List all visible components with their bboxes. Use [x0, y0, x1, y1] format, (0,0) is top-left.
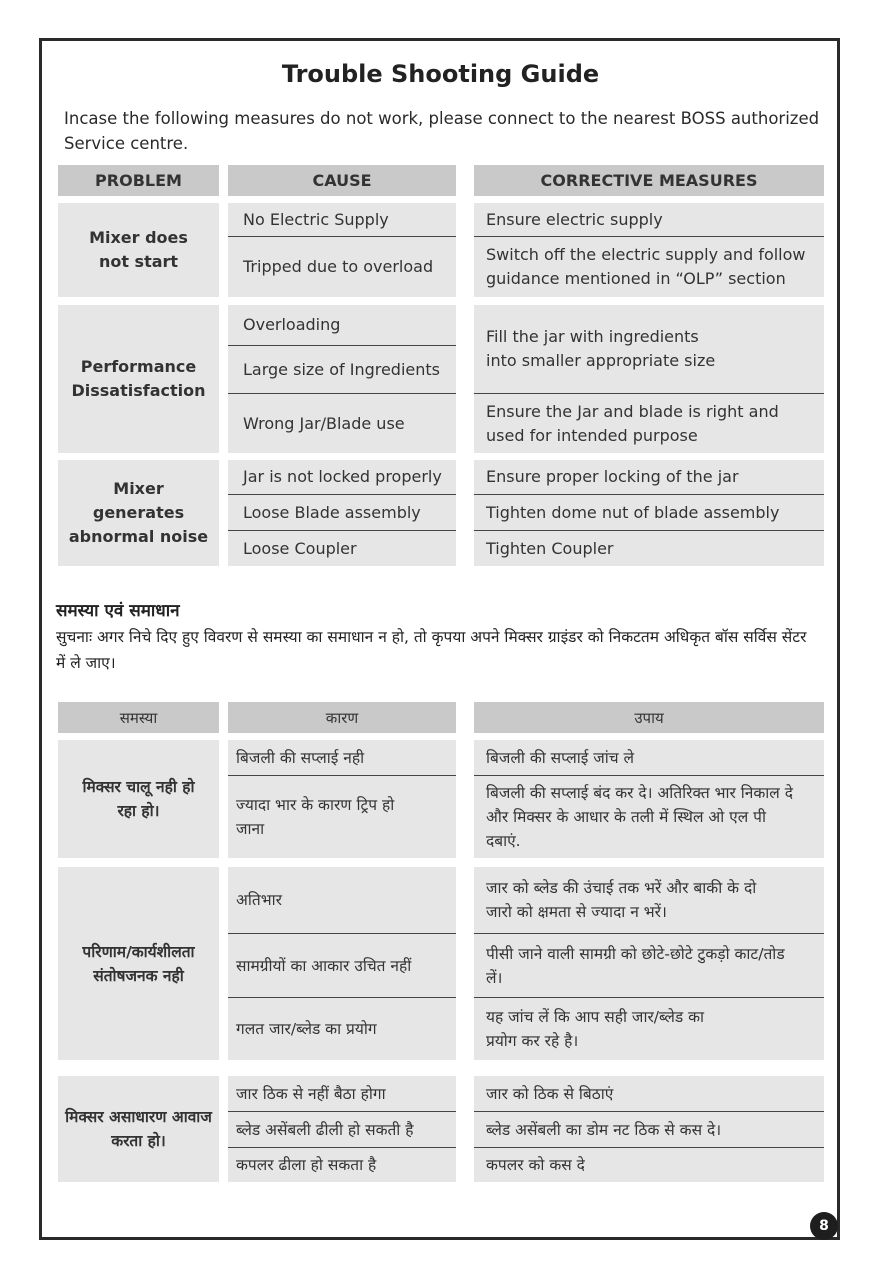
- header-corrective-measures: CORRECTIVE MEASURES: [474, 165, 824, 196]
- header-cause-hindi: कारण: [228, 702, 456, 733]
- problem-cell: Mixer does not start: [58, 203, 219, 297]
- measure-cell: यह जांच लें कि आप सही जार/ब्लेड का प्रयोग कर रहे है।: [474, 998, 824, 1060]
- page-title: Trouble Shooting Guide: [281, 60, 600, 88]
- cause-cell: No Electric Supply: [228, 203, 456, 236]
- intro-text: Incase the following measures do not work, please connect to the nearest BOSS authorized Service centre.: [64, 109, 820, 153]
- measure-cell: Tighten dome nut of blade assembly: [474, 495, 824, 530]
- problem-cell: Performance Dissatisfaction: [58, 305, 219, 453]
- cause-cell: ब्लेड असेंबली ढीली हो सकती है: [228, 1112, 456, 1147]
- hindi-intro-text: सुचनाः अगर निचे दिए हुए विवरण से समस्या का समाधान न हो, तो कृपया अपने मिक्सर ग्राइंडर को निकटतम अधिकृत बॉस सर्विस सेंटर में ले जाए।: [56, 628, 807, 672]
- measure-cell: ब्लेड असेंबली का डोम नट ठिक से कस दे।: [474, 1112, 824, 1147]
- cause-cell: अतिभार: [228, 867, 456, 933]
- cause-cell: गलत जार/ब्लेड का प्रयोग: [228, 998, 456, 1060]
- cause-cell: Wrong Jar/Blade use: [228, 394, 456, 453]
- measure-cell: Ensure the Jar and blade is right and used for intended purpose: [474, 394, 824, 453]
- measure-cell: जार को ब्लेड की उंचाई तक भरें और बाकी के दो जारो को क्षमता से ज्यादा न भरें।: [474, 867, 824, 933]
- measure-cell: जार को ठिक से बिठाएं: [474, 1076, 824, 1111]
- cause-cell: Overloading: [228, 305, 456, 345]
- measure-cell: बिजली की सप्लाई बंद कर दे। अतिरिक्त भार निकाल दे और मिक्सर के आधार के तली में स्थिल ओ एल पी दबाएं.: [474, 776, 824, 858]
- problem-cell: मिक्सर असाधारण आवाज करता हो।: [58, 1076, 219, 1182]
- hindi-section-title: समस्या एवं समाधान: [56, 601, 180, 621]
- problem-cell: मिक्सर चालू नही हो रहा हो।: [58, 740, 219, 858]
- cause-cell: Large size of Ingredients: [228, 346, 456, 393]
- measure-cell: Tighten Coupler: [474, 531, 824, 566]
- problem-cell: परिणाम/कार्यशीलता संतोषजनक नही: [58, 867, 219, 1060]
- cause-cell: बिजली की सप्लाई नही: [228, 740, 456, 775]
- cause-cell: Jar is not locked properly: [228, 460, 456, 494]
- cause-cell: Loose Blade assembly: [228, 495, 456, 530]
- cause-cell: Loose Coupler: [228, 531, 456, 566]
- cause-cell: ज्यादा भार के कारण ट्रिप हो जाना: [228, 776, 456, 858]
- cause-cell: सामग्रीयों का आकार उचित नहीं: [228, 934, 456, 997]
- problem-cell: Mixer generates abnormal noise: [58, 460, 219, 566]
- cause-cell: Tripped due to overload: [228, 237, 456, 297]
- page-number-badge: 8: [810, 1212, 838, 1240]
- measure-cell: बिजली की सप्लाई जांच ले: [474, 740, 824, 775]
- cause-cell: जार ठिक से नहीं बैठा होगा: [228, 1076, 456, 1111]
- header-problem-hindi: समस्या: [58, 702, 219, 733]
- header-problem: PROBLEM: [58, 165, 219, 196]
- measure-cell: पीसी जाने वाली सामग्री को छोटे-छोटे टुकड़ो काट/तोड लें।: [474, 934, 824, 997]
- measure-cell: Ensure electric supply: [474, 203, 824, 236]
- header-cause: CAUSE: [228, 165, 456, 196]
- header-measures-hindi: उपाय: [474, 702, 824, 733]
- cause-cell: कपलर ढीला हो सकता है: [228, 1148, 456, 1182]
- measure-cell: कपलर को कस दे: [474, 1148, 824, 1182]
- measure-cell: Fill the jar with ingredients into smaller appropriate size: [474, 305, 824, 393]
- measure-cell: Ensure proper locking of the jar: [474, 460, 824, 494]
- measure-cell: Switch off the electric supply and follow guidance mentioned in “OLP” section: [474, 237, 824, 297]
